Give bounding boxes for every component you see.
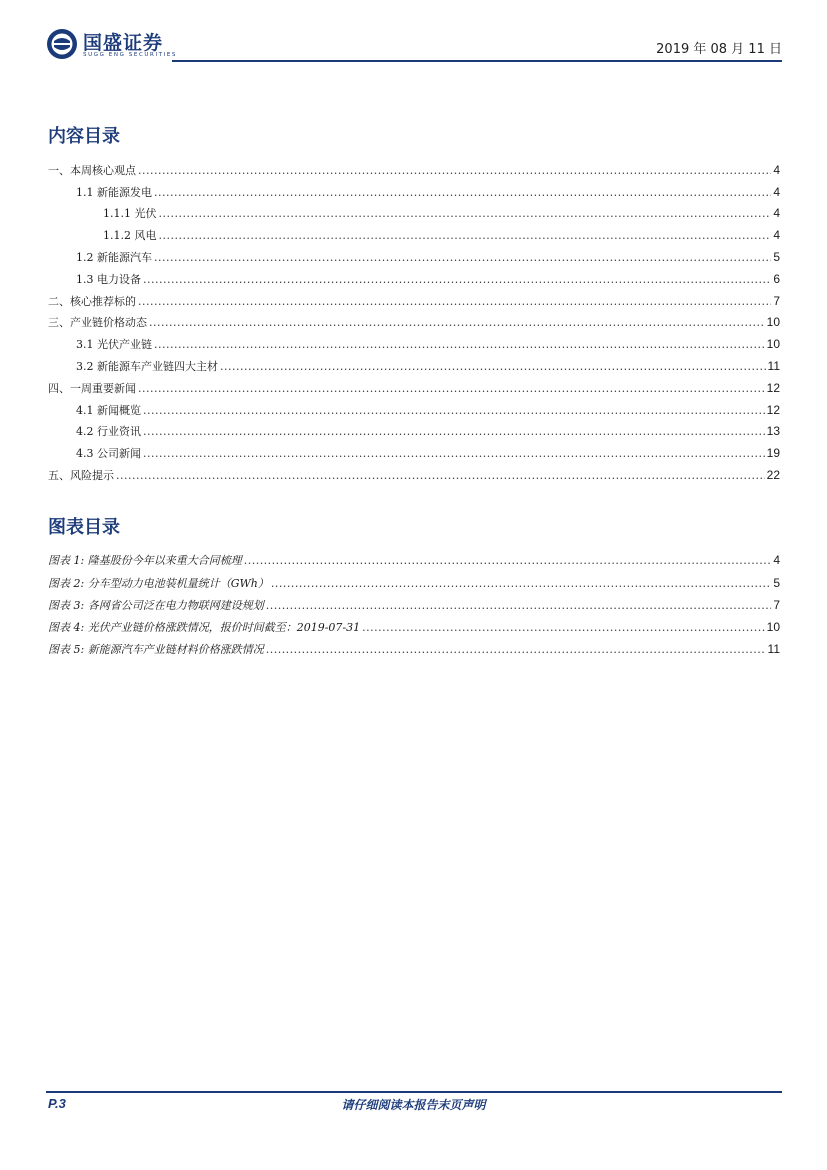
figure-item[interactable]: 图表 3: 各网省公司泛在电力物联网建设规划 ..... 7 (48, 597, 780, 613)
toc-item[interactable]: 1.2 新能源汽车 ..... 5 (76, 249, 780, 265)
figure-item[interactable]: 图表 4: 光伏产业链价格涨跌情况，报价时间截至：2019-07-31 ..... 10 (48, 619, 780, 635)
header-divider (172, 60, 782, 62)
report-date: 2019 年 08 月 11 日 (656, 42, 782, 57)
footer-divider (46, 1091, 782, 1093)
company-logo (46, 28, 196, 60)
footer-disclaimer: 请仔细阅读本报告末页声明 (341, 1098, 486, 1112)
toc-item[interactable]: 1.1 新能源发电 ..... 4 (76, 184, 780, 200)
toc-item[interactable]: 三、产业链价格动态 ..... 10 (48, 314, 780, 330)
toc-item[interactable]: 4.3 公司新闻 ..... 19 (76, 445, 780, 461)
toc-item[interactable]: 1.1.2 风电 ..... 4 (103, 227, 780, 243)
toc-item[interactable]: 1.3 电力设备 ..... 6 (76, 271, 780, 287)
toc-item[interactable]: 二、核心推荐标的 ..... 7 (48, 293, 780, 309)
figure-item[interactable]: 图表 1: 隆基股份今年以来重大合同梳理 ..... 4 (48, 552, 780, 568)
toc-item[interactable]: 4.1 新闻概览 ..... 12 (76, 402, 780, 418)
toc-item[interactable]: 一、本周核心观点 ..... 4 (48, 162, 780, 178)
company-name-en: SUGG ENG SECURITIES (83, 52, 178, 58)
toc-item[interactable]: 3.1 光伏产业链 ..... 10 (76, 336, 780, 352)
toc-title: 内容目录 (48, 126, 120, 147)
page-header (46, 26, 782, 62)
toc-item[interactable]: 1.1.1 光伏 ..... 4 (103, 205, 780, 221)
toc-item[interactable]: 五、风险提示 ..... 22 (48, 467, 780, 483)
toc-item[interactable]: 3.2 新能源车产业链四大主材 ..... 11 (76, 358, 780, 374)
company-logo-icon (46, 28, 78, 60)
company-name: 国盛证券 (83, 32, 164, 54)
figure-item[interactable]: 图表 2: 分车型动力电池装机量统计（GWh） ..... 5 (48, 575, 780, 591)
page-number: P.3 (48, 1096, 66, 1111)
figure-item[interactable]: 图表 5: 新能源汽车产业链材料价格涨跌情况 ..... 11 (48, 641, 780, 657)
toc-item[interactable]: 四、一周重要新闻 ..... 12 (48, 380, 780, 396)
toc-item[interactable]: 4.2 行业资讯 ..... 13 (76, 423, 780, 439)
figures-title: 图表目录 (48, 517, 120, 538)
